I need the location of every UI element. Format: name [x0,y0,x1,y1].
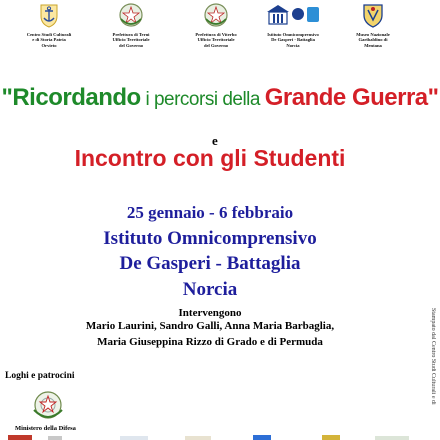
title-part-percorsi: i percorsi della [140,89,265,110]
venue-line-1: Istituto Omnicomprensivo [103,228,317,249]
venue-line-2: De Gasperi - Battaglia [119,253,301,274]
museum-shield-icon [360,2,386,28]
logo-centro-studi [18,2,80,48]
logo-prefettura-viterbo [185,2,247,48]
speakers-heading: Intervengono [178,307,242,319]
title-quote-open: " [1,84,13,111]
logo-caption: Prefettura di Viterbo Ufficio Territoriale del Governo [195,32,237,48]
title-quote-close: " [427,84,439,111]
ministry-label: Ministero della Difesa [15,425,76,432]
patron-logos-strip [0,430,440,440]
title-part-ricordando: Ricordando [12,84,141,111]
italian-republic-emblem-icon [203,2,229,28]
event-dates: 25 gennaio - 6 febbraio [126,203,294,222]
logo-prefettura-terni [100,2,162,48]
event-subtitle: Incontro con gli Studenti [74,145,346,171]
speakers-line-2: Maria Giuseppina Rizzo di Grado e di Permuda [97,336,323,348]
logo-caption: Centro Studi Culturali e di Storia Patria Orvieto [26,32,72,48]
venue-line-3: Norcia [182,279,238,300]
logo-istituto [262,2,324,48]
italian-republic-emblem-icon [28,388,68,424]
partial-logos-icon [0,433,440,440]
speakers-line-1: Mario Laurini, Sandro Galli, Anna Maria Barbaglia, [85,320,335,332]
logo-museo-garibaldino [342,2,404,48]
italian-republic-emblem-icon [118,2,144,28]
anchor-crest-icon [36,2,62,28]
logo-caption: Istituto Omnicomprensivo De Gasperi - Battaglia Norcia [267,32,319,48]
patrons-heading: Loghi e patrocini [5,371,75,381]
title-part-grande-guerra: Grande Guerra [264,84,428,111]
logo-caption: Museo Nazionale Garibaldino di Mentana [356,32,390,48]
event-title [0,84,440,112]
logo-caption: Prefettura di Terni Ufficio Territoriale del Governo [112,32,150,48]
school-building-icon [265,2,321,28]
conjunction: e [212,133,218,148]
printer-side-note: Stampato dal Centro Studi Culturali e di [430,308,436,405]
logo-row [0,2,440,70]
